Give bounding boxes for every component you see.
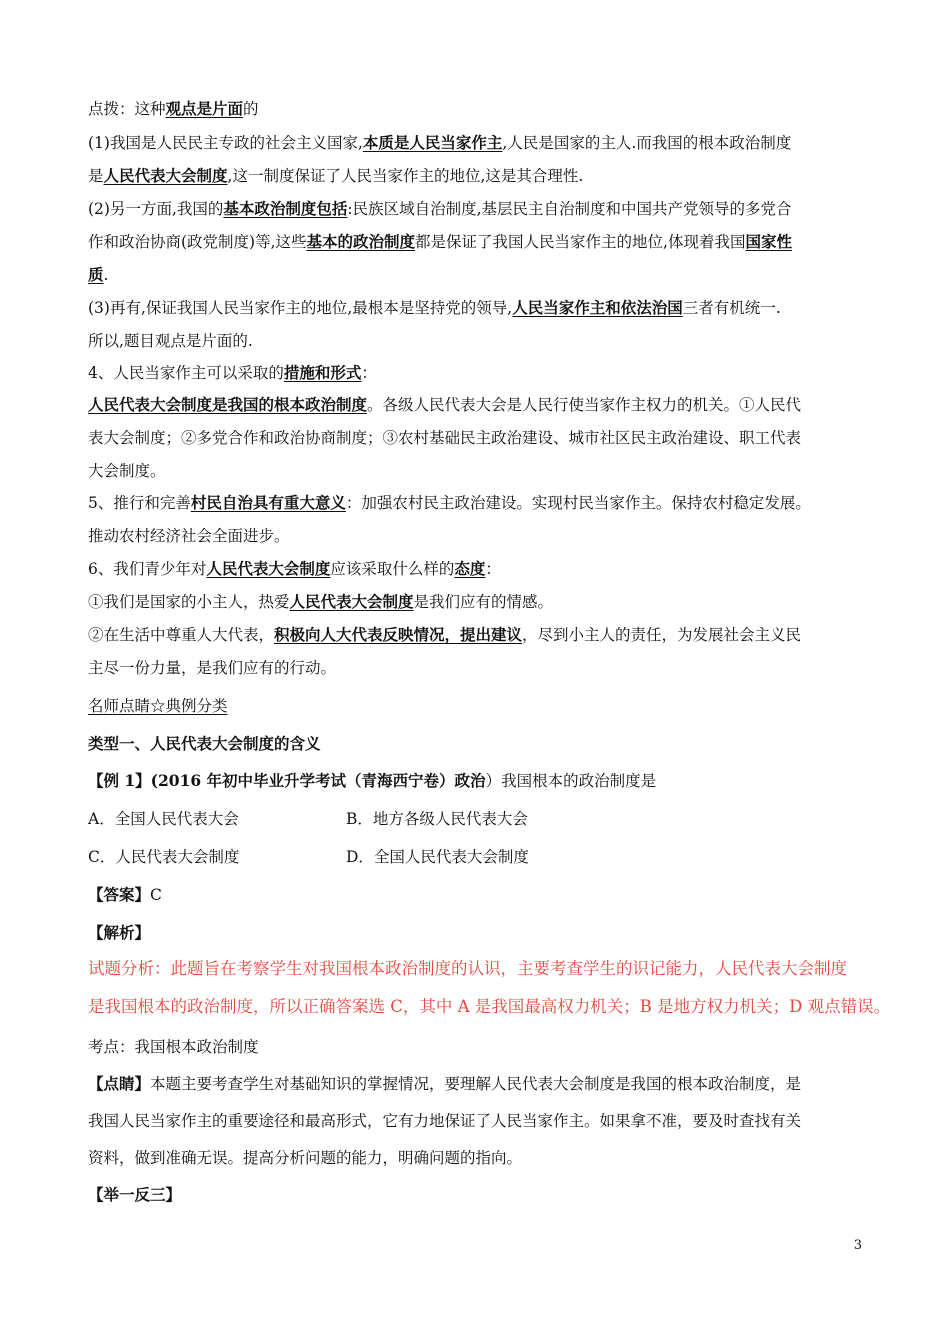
- text-line: [88, 297, 781, 319]
- text-span: ）我国根本的政治制度是: [485, 772, 657, 790]
- text-span: 三者有机统一.: [682, 299, 781, 317]
- text-line: [88, 1110, 801, 1132]
- text-line: [88, 198, 792, 220]
- text-span: 人民当家作主和依法治国: [512, 298, 683, 317]
- text-span: .: [103, 266, 109, 284]
- text-span: 人民代表大会制度: [206, 559, 331, 578]
- text-span: (1)我国是人民民主专政的社会主义国家,: [88, 134, 363, 152]
- text-span: ：加强农村民主政治建设。实现村民当家作主。保持农村稳定发展。: [345, 494, 811, 512]
- text-line: [88, 427, 801, 449]
- text-span: 点拨：这种: [88, 100, 166, 118]
- text-line: [88, 231, 792, 253]
- text-span: 4、人民当家作主可以采取的: [88, 364, 284, 382]
- text-span: 【举一反三】: [88, 1185, 182, 1204]
- text-span: 人民代表大会制度是我国的根本政治制度: [88, 395, 368, 414]
- text-span: 基本政治制度包括: [223, 199, 348, 218]
- text-span: ：: [361, 364, 377, 382]
- text-line: [88, 808, 528, 830]
- text-span: A．全国人民代表大会: [88, 810, 239, 828]
- text-span: (3)再有,保证我国人民当家作主的地位,最根本是坚持党的领导,: [88, 299, 513, 317]
- text-span: 都是保证了我国人民当家作主的地位,体现着我国: [415, 233, 746, 251]
- text-span: 作和政治协商(政党制度)等,这些: [88, 233, 307, 251]
- text-line: [88, 330, 253, 352]
- text-line: [88, 733, 321, 755]
- text-span: 国家性: [745, 232, 792, 251]
- text-span: 观点是片面: [165, 99, 244, 118]
- text-span: (2)另一方面,我国的: [88, 200, 224, 218]
- text-line: [88, 1073, 801, 1095]
- text-span: B．地方各级人民代表大会: [346, 810, 528, 828]
- text-span: C: [150, 886, 162, 904]
- text-line: [88, 846, 529, 868]
- text-span: 主尽一份力量，是我们应有的行动。: [88, 659, 337, 677]
- text-span: 【点睛】: [88, 1074, 151, 1093]
- text-span: 的: [243, 100, 259, 118]
- text-span: 村民自治具有重大意义: [190, 493, 346, 512]
- text-span: 推动农村经济社会全面进步。: [88, 527, 290, 545]
- text-span: 【答案】: [88, 885, 151, 904]
- text-line: [88, 558, 501, 580]
- text-span: 我国人民当家作主的重要途径和最高形式，它有力地保证了人民当家作主。如果拿不准，要及时查找有关: [88, 1112, 802, 1130]
- text-span: 【例 1】(2016 年初中毕业升学考试（青海西宁卷）政治: [88, 771, 486, 790]
- text-line: [88, 264, 108, 286]
- text-span: 是我们应有的情感。: [413, 593, 554, 611]
- text-span: 质: [88, 265, 104, 284]
- text-span: ①我们是国家的小主人，热爱: [88, 593, 290, 611]
- text-line: [88, 922, 150, 944]
- text-span: ：: [485, 560, 501, 578]
- text-span: 本题主要考查学生对基础知识的掌握情况，要理解人民代表大会制度是我国的根本政治制度，是: [150, 1075, 802, 1093]
- text-span: 试题分析：此题旨在考察学生对我国根本政治制度的认识，主要考查学生的识记能力，人民代表大会制度: [88, 959, 847, 978]
- text-span: 应该采取什么样的: [330, 560, 455, 578]
- text-span: 6、我们青少年对: [88, 560, 207, 578]
- text-span: 表大会制度；②多党合作和政治协商制度；③农村基础民主政治建设、城市社区民主政治建设、职工代表: [88, 429, 802, 447]
- text-span: C．人民代表大会制度: [88, 848, 240, 866]
- text-span: 类型一、人民代表大会制度的含义: [88, 734, 321, 753]
- text-span: 是我国根本的政治制度，所以正确答案选 C，其中 A 是我国最高权力机关；B 是地方权力机关；D 观点错误。: [88, 997, 891, 1016]
- text-span: 人民代表大会制度: [103, 166, 228, 185]
- text-span: 资料，做到准确无误。提高分析问题的能力，明确问题的指向。: [88, 1149, 523, 1167]
- text-span: ②在生活中尊重人大代表，: [88, 626, 275, 644]
- text-span: 5、推行和完善: [88, 494, 191, 512]
- text-span: 【解析】: [88, 923, 151, 942]
- text-line: [88, 591, 553, 613]
- text-span: :民族区域自治制度,基层民主自治制度和中国共产党领导的多党合: [347, 200, 792, 218]
- text-line: [88, 996, 890, 1018]
- text-span: 大会制度。: [88, 462, 166, 480]
- text-span: ,这一制度保证了人民当家作主的地位,这是其合理性.: [227, 167, 584, 185]
- text-line: [88, 958, 847, 980]
- text-span: 考点：我国根本政治制度: [88, 1038, 259, 1056]
- text-span: 态度: [454, 559, 486, 578]
- text-line: [88, 460, 166, 482]
- text-line: [88, 165, 583, 187]
- text-span: 是: [88, 167, 104, 185]
- text-line: [88, 98, 259, 120]
- text-span: 所以,题目观点是片面的.: [88, 332, 253, 350]
- text-line: [88, 884, 162, 906]
- text-line: [88, 657, 336, 679]
- text-span: 名师点睛☆典例分类: [88, 697, 228, 715]
- text-line: [88, 770, 656, 792]
- text-span: 本质是人民当家作主: [362, 133, 503, 152]
- text-line: [88, 132, 791, 154]
- text-line: [88, 1147, 522, 1169]
- text-span: D．全国人民代表大会制度: [346, 848, 529, 866]
- text-line: [88, 1184, 181, 1206]
- text-line: [88, 394, 801, 416]
- page-number: 3: [853, 1238, 862, 1253]
- text-line: [88, 695, 228, 717]
- text-span: ,人民是国家的主人.而我国的根本政治制度: [502, 134, 792, 152]
- text-span: 。各级人民代表大会是人民行使当家作主权力的机关。①人民代: [367, 396, 802, 414]
- text-line: [88, 362, 377, 384]
- text-line: [88, 525, 290, 547]
- text-span: 积极向人大代表反映情况，提出建议: [274, 625, 523, 644]
- text-span: ，尽到小主人的责任，为发展社会主义民: [522, 626, 802, 644]
- text-span: 人民代表大会制度: [289, 592, 414, 611]
- text-span: 基本的政治制度: [306, 232, 416, 251]
- text-span: 措施和形式: [283, 363, 362, 382]
- text-line: [88, 1036, 259, 1058]
- text-line: [88, 492, 811, 514]
- text-line: [88, 624, 801, 646]
